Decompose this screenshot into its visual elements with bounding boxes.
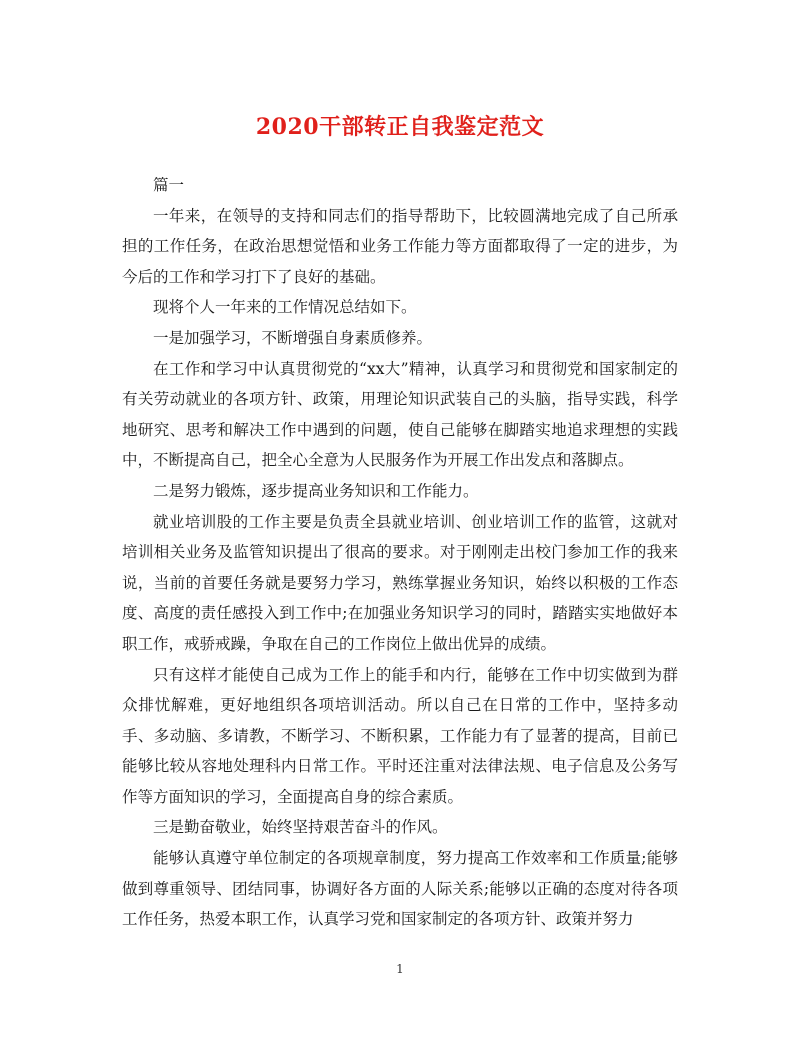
paragraph-summary-lead: 现将个人一年来的工作情况总结如下。: [153, 298, 417, 317]
paragraph-body-two-b: 只有这样才能使自己成为工作上的能手和内行，能够在工作中切实做到为群众排忧解难，更好地组织各项培训活动。所以自己在日常的工作中，坚持多动手、多动脑、多请教，不断学习、不断积累，工作能力有了显著的提高，目前已能够比较从容地处理科内日常工作。平时还注重对法律法规、电子信息及公务写作等方面知识的学习，全面提高自身的综合素质。: [122, 665, 678, 806]
paragraph-body-three: 能够认真遵守单位制定的各项规章制度，努力提高工作效率和工作质量;能够做到尊重领导、团结同事，协调好各方面的人际关系;能够以正确的态度对待各项工作任务，热爱本职工作，认真学习党和国家制定的各项方针、政策并努力: [122, 849, 678, 929]
paragraph-heading-three: 三是勤奋敬业，始终坚持艰苦奋斗的作风。: [153, 818, 448, 837]
paragraph-heading-two: 二是努力锻炼，逐步提高业务知识和工作能力。: [153, 481, 479, 500]
paragraph-heading-one: 一是加强学习，不断增强自身素质修养。: [153, 328, 433, 347]
paragraph-body-one: 在工作和学习中认真贯彻党的“xx大”精神，认真学习和贯彻党和国家制定的有关劳动就业的各项方针、政策，用理论知识武装自己的头脑，指导实践，科学地研究、思考和解决工作中遇到的问题，使自己能够在脚踏实地追求理想的实践中，不断提高自己，把全心全意为人民服务作为开展工作出发点和落脚点。: [122, 359, 678, 470]
page-number: 1: [396, 962, 404, 976]
document-body: [122, 170, 678, 935]
paragraph-body-two-a: 就业培训股的工作主要是负责全县就业培训、创业培训工作的监管，这就对培训相关业务及监管知识提出了很高的要求。对于刚刚走出校门参加工作的我来说，当前的首要任务就是要努力学习，熟练掌握业务知识，始终以积极的工作态度、高度的责任感投入到工作中;在加强业务知识学习的同时，踏踏实实地做好本职工作，戒骄戒躁，争取在自己的工作岗位上做出优异的成绩。: [122, 512, 678, 653]
paragraph-intro: 一年来，在领导的支持和同志们的指导帮助下，比较圆满地完成了自己所承担的工作任务，在政治思想觉悟和业务工作能力等方面都取得了一定的进步，为今后的工作和学习打下了良好的基础。: [122, 206, 678, 286]
paragraph-section-label: 篇一: [153, 176, 185, 194]
document-title: 2020干部转正自我鉴定范文: [255, 114, 545, 140]
